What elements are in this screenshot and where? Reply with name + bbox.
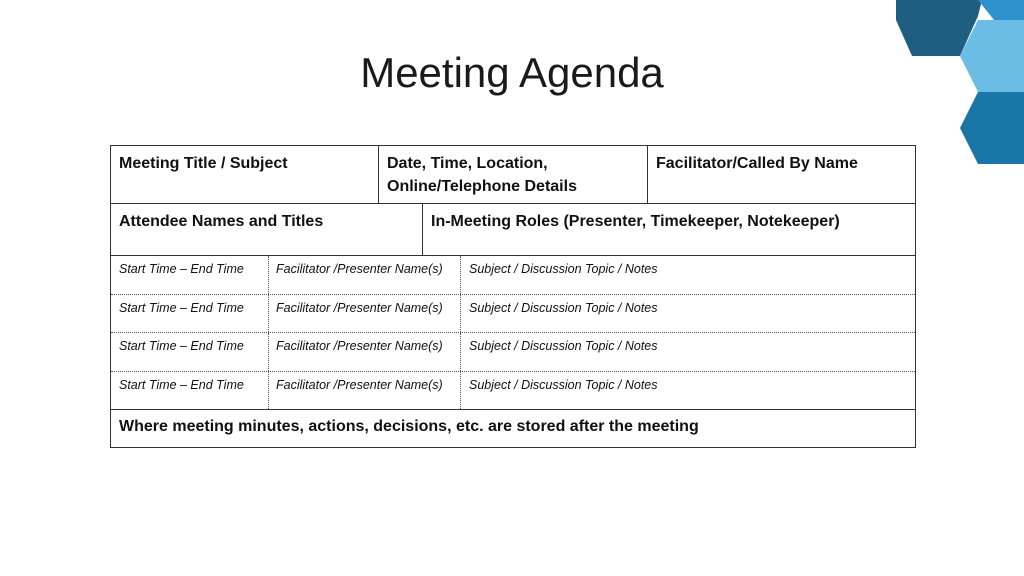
slot-presenter: Facilitator /Presenter Name(s) bbox=[269, 333, 461, 371]
slot-time: Start Time – End Time bbox=[111, 372, 269, 410]
hexagon-top-right bbox=[978, 0, 1024, 20]
slot-time: Start Time – End Time bbox=[111, 256, 269, 294]
agenda-slot-row bbox=[111, 333, 915, 372]
header-row bbox=[111, 146, 915, 204]
agenda-slot-row bbox=[111, 256, 915, 295]
slot-presenter: Facilitator /Presenter Name(s) bbox=[269, 295, 461, 333]
attendee-row bbox=[111, 204, 915, 256]
slot-time: Start Time – End Time bbox=[111, 333, 269, 371]
slot-time: Start Time – End Time bbox=[111, 295, 269, 333]
page-title: Meeting Agenda bbox=[360, 49, 664, 96]
slot-topic: Subject / Discussion Topic / Notes bbox=[469, 300, 658, 315]
agenda-slot-row bbox=[111, 295, 915, 334]
minutes-storage-cell: Where meeting minutes, actions, decisions, etc. are stored after the meeting bbox=[119, 418, 699, 435]
agenda-slot-row bbox=[111, 372, 915, 411]
date-time-line1: Date, Time, Location, bbox=[387, 155, 548, 172]
agenda-table bbox=[110, 145, 916, 448]
facilitator-cell: Facilitator/Called By Name bbox=[656, 155, 858, 172]
roles-cell: In-Meeting Roles (Presenter, Timekeeper, Notekeeper) bbox=[431, 213, 840, 230]
slot-topic: Subject / Discussion Topic / Notes bbox=[469, 262, 658, 276]
meeting-title-cell: Meeting Title / Subject bbox=[111, 146, 379, 203]
slot-presenter: Facilitator /Presenter Name(s) bbox=[269, 256, 461, 294]
attendees-cell: Attendee Names and Titles bbox=[111, 204, 423, 255]
date-time-line2: Online/Telephone Details bbox=[387, 178, 577, 195]
date-time-cell bbox=[379, 146, 648, 203]
slot-presenter: Facilitator /Presenter Name(s) bbox=[269, 372, 461, 410]
hexagon-mid bbox=[960, 92, 1024, 164]
slot-topic: Subject / Discussion Topic / Notes bbox=[469, 339, 658, 353]
footer-row bbox=[111, 410, 915, 447]
slot-topic: Subject / Discussion Topic / Notes bbox=[469, 377, 658, 392]
